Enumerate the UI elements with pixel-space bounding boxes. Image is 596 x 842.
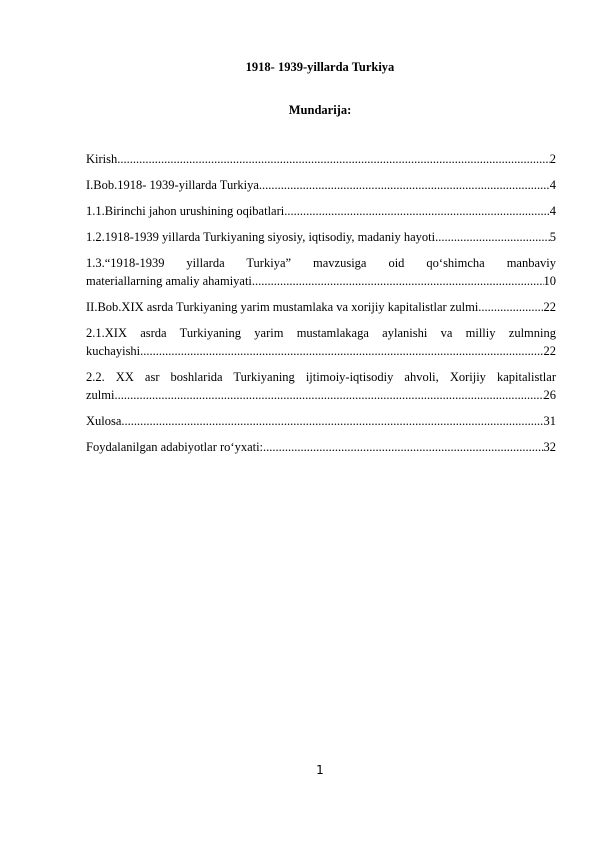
- toc-entry-text: I.Bob.1918- 1939-yillarda Turkiya: [86, 178, 259, 192]
- toc-leader-dots: [259, 176, 550, 194]
- toc-entry[interactable]: [86, 254, 556, 290]
- toc-entry-page: 31: [543, 414, 556, 428]
- toc-entry-text: Foydalanilgan adabiyotlar ro‘yxati:: [86, 440, 264, 454]
- toc-entry-page: 4: [549, 178, 556, 192]
- page-number: 1: [316, 763, 324, 777]
- toc-leader-dots: [481, 298, 543, 316]
- toc-entry-text-first-line: 2.1.XIX asrda Turkiyaning yarim mustamlakaga aylanishi va milliy zulmning: [86, 326, 556, 340]
- toc-entry-page: 2: [549, 152, 556, 166]
- toc-leader-dots: [121, 412, 543, 430]
- toc-entry[interactable]: [86, 412, 556, 430]
- toc-entry-text: II.Bob.XIX asrda Turkiyaning yarim mustamlaka va xorijiy kapitalistlar zulmi.: [86, 300, 482, 314]
- toc-entry-page: 22: [543, 344, 556, 358]
- toc-entry-text: kuchayishi: [86, 344, 141, 358]
- toc-entry-page: 22: [543, 300, 556, 314]
- toc-entry-page: 26: [543, 388, 556, 402]
- table-of-contents: [86, 150, 556, 464]
- toc-entry-text: Xulosa: [86, 414, 122, 428]
- toc-leader-dots: [263, 438, 543, 456]
- toc-leader-dots: [117, 150, 550, 168]
- toc-entry[interactable]: [86, 438, 556, 456]
- toc-entry-page: 32: [543, 440, 556, 454]
- toc-entry[interactable]: [86, 298, 556, 316]
- document-title: 1918- 1939-yillarda Turkiya: [245, 60, 395, 74]
- toc-entry-text-first-line: 1.3.“1918-1939 yillarda Turkiya” mavzusiga oid qo‘shimcha manbaviy: [86, 256, 556, 270]
- toc-leader-dots: [435, 228, 550, 246]
- toc-entry-text: zulmi: [86, 388, 115, 402]
- toc-entry-page: 4: [549, 204, 556, 218]
- toc-entry[interactable]: [86, 150, 556, 168]
- toc-entry-text-first-line: 2.2. XX asr boshlarida Turkiyaning ijtimoiy-iqtisodiy ahvoli, Xorijiy kapitalistlar: [86, 370, 556, 384]
- toc-entry[interactable]: [86, 176, 556, 194]
- toc-heading: Mundarija:: [288, 103, 352, 117]
- toc-entry-text: 1.2.1918-1939 yillarda Turkiyaning siyosiy, iqtisodiy, madaniy hayoti: [86, 230, 436, 244]
- toc-entry-page: 10: [543, 274, 556, 288]
- toc-entry-text: 1.1.Birinchi jahon urushining oqibatlari: [86, 204, 285, 218]
- toc-entry[interactable]: [86, 368, 556, 404]
- toc-entry[interactable]: [86, 324, 556, 360]
- toc-entry-text: materiallarning amaliy ahamiyati: [86, 274, 252, 288]
- toc-entry-page: 5: [549, 230, 556, 244]
- toc-leader-dots: [252, 272, 544, 290]
- toc-leader-dots: [284, 202, 550, 220]
- toc-entry[interactable]: [86, 202, 556, 220]
- toc-leader-dots: [140, 342, 543, 360]
- toc-entry-text: Kirish: [86, 152, 118, 166]
- toc-entry[interactable]: [86, 228, 556, 246]
- toc-leader-dots: [114, 386, 543, 404]
